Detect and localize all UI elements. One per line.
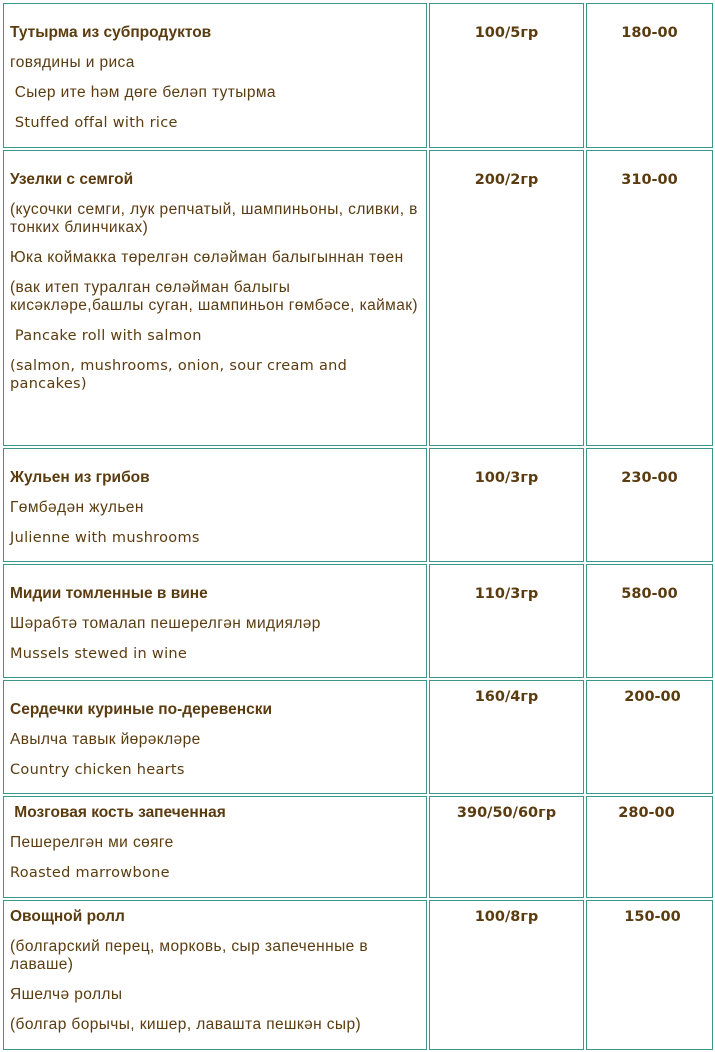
dish-weight: 110/3гр — [474, 586, 539, 602]
dish-desc: говядины и риса — [10, 54, 135, 71]
dish-price: 150-00 — [624, 909, 681, 925]
weight-cell — [429, 796, 584, 898]
dish-cell — [3, 564, 427, 678]
price-cell — [586, 448, 713, 562]
dish-desc-tatar: Пешерелгән ми сөяге — [10, 834, 174, 851]
dish-weight: 160/4гр — [474, 689, 539, 705]
dish-weight: 100/8гр — [474, 909, 539, 925]
dish-name: Тутырма из субпродуктов — [10, 24, 212, 41]
dish-weight: 100/3гр — [474, 470, 539, 486]
dish-desc: (кусочки семги, лук репчатый, шампиньоны, сливки, в тонких блинчиках) — [10, 201, 418, 236]
dish-price: 310-00 — [621, 172, 678, 188]
menu-row — [3, 900, 713, 1050]
dish-price: 280-00 — [618, 805, 675, 821]
dish-desc-en: Pancake roll with salmon — [10, 328, 202, 344]
menu-row — [3, 150, 713, 446]
price-cell — [586, 900, 713, 1050]
dish-desc-tatar-ingredients: (болгар борычы, кишер, лаваштa пешкән сыр) — [10, 1016, 362, 1033]
dish-weight: 200/2гр — [474, 172, 539, 188]
menu-row — [3, 680, 713, 794]
price-cell — [586, 150, 713, 446]
dish-desc-tatar: Гөмбәдән жульен — [10, 499, 144, 516]
dish-desc: (болгарский перец, морковь, сыр запеченные в лаваше) — [10, 938, 368, 973]
dish-desc-tatar-ingredients: (вак итеп туралган сөләйман балыгы кисәкләре,башлы суган, шампиньон гөмбәсе, каймак) — [10, 279, 418, 314]
dish-name: Овощной ролл — [10, 908, 125, 925]
dish-desc-tatar: Шәрабтә томалап пешерелгән мидияләр — [10, 615, 321, 632]
dish-price: 200-00 — [624, 689, 681, 705]
weight-cell — [429, 448, 584, 562]
dish-cell — [3, 900, 427, 1050]
dish-cell — [3, 796, 427, 898]
dish-desc-en: Stuffed offal with rice — [10, 115, 178, 131]
dish-cell — [3, 680, 427, 794]
menu-row — [3, 3, 713, 148]
dish-desc-tatar: Юка коймакка төрелгән сөләйман балыгыннан төен — [10, 249, 404, 266]
dish-name: Мидии томленные в вине — [10, 585, 208, 602]
dish-desc-en-ingredients: (salmon, mushrooms, onion, sour cream and pancakes) — [10, 358, 348, 392]
menu-row — [3, 448, 713, 562]
dish-desc-en: Julienne with mushrooms — [10, 530, 200, 546]
dish-weight: 390/50/60гр — [456, 805, 557, 821]
weight-cell — [429, 680, 584, 794]
dish-cell — [3, 448, 427, 562]
dish-desc-tatar: Авылча тавык йөрәкләре — [10, 731, 201, 748]
dish-desc-en: Roasted marrowbone — [10, 865, 170, 881]
dish-cell — [3, 3, 427, 148]
dish-cell — [3, 150, 427, 446]
dish-name: Узелки с семгой — [10, 171, 134, 188]
dish-weight: 100/5гр — [474, 25, 539, 41]
dish-desc-en: Country chicken hearts — [10, 762, 185, 778]
dish-desc-tatar: Яшелчә роллы — [10, 986, 123, 1003]
price-cell — [586, 564, 713, 678]
dish-price: 580-00 — [621, 586, 678, 602]
dish-price: 180-00 — [621, 25, 678, 41]
price-cell — [586, 3, 713, 148]
weight-cell — [429, 900, 584, 1050]
weight-cell — [429, 564, 584, 678]
dish-desc-en: Mussels stewed in wine — [10, 646, 188, 662]
dish-name: Сердечки куриные по-деревенски — [10, 701, 273, 718]
dish-price: 230-00 — [621, 470, 678, 486]
dish-desc-tatar: Сыер ите һәм дөге беләп тутырма — [10, 84, 276, 101]
menu-table — [1, 1, 715, 1052]
menu-row — [3, 796, 713, 898]
dish-name: Мозговая кость запеченная — [10, 804, 226, 821]
price-cell — [586, 796, 713, 898]
weight-cell — [429, 150, 584, 446]
dish-name: Жульен из грибов — [10, 469, 150, 486]
price-cell — [586, 680, 713, 794]
menu-row — [3, 564, 713, 678]
weight-cell — [429, 3, 584, 148]
